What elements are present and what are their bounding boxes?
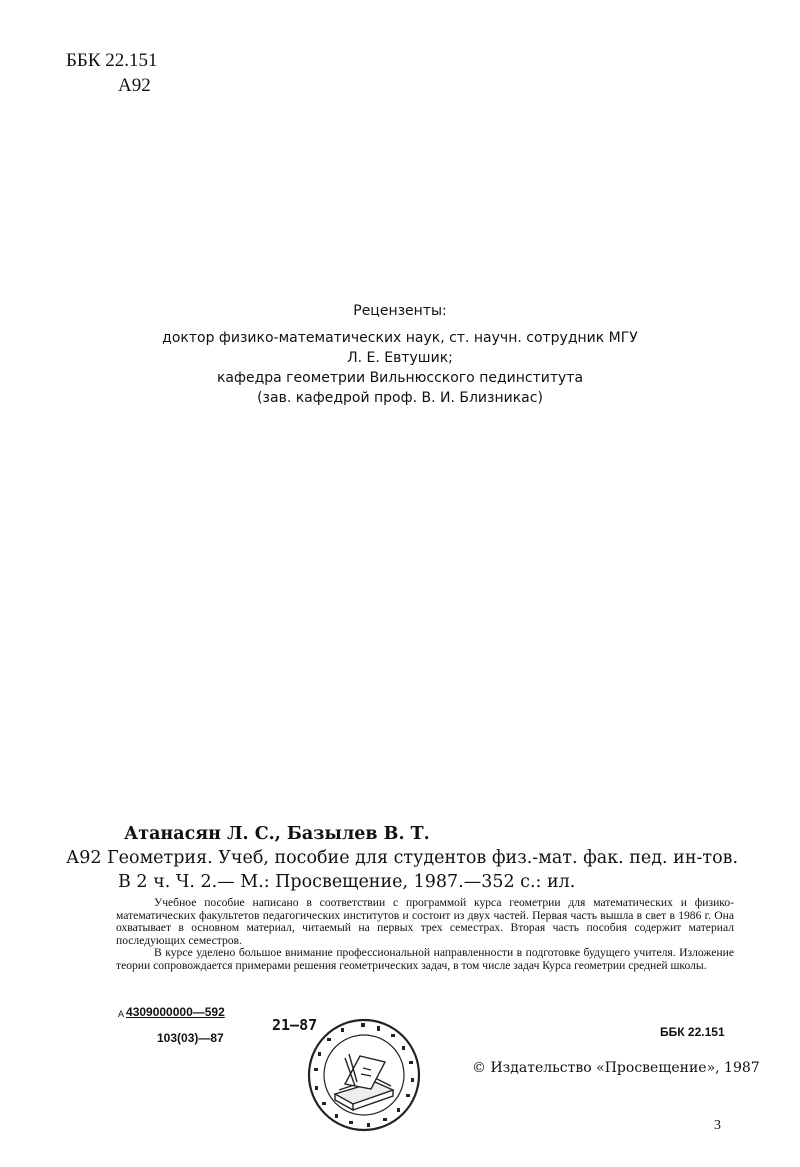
copyright-notice: © Издательство «Просвещение», 1987 — [472, 1060, 760, 1076]
book-title-line: А92 Геометрия. Учеб, пособие для студентов физ.-мат. фак. пед. ин-тов. — [66, 848, 739, 868]
index-code-value: 4309000000—592 — [126, 1005, 225, 1019]
reviewer-line: кафедра геометрии Вильнюсского пединститута — [216, 370, 584, 386]
book-authors: Атанасян Л. С., Базылев В. Т. — [124, 824, 430, 844]
order-number: 21—87 — [272, 1016, 318, 1034]
index-prefix: А — [118, 1009, 125, 1019]
bbk-code: ББК 22.151 — [66, 50, 158, 71]
bbk-code-bottom: ББК 22.151 — [660, 1025, 725, 1039]
index-code — [118, 1005, 225, 1019]
author-mark: А92 — [118, 75, 151, 96]
reviewer-line: (зав. кафедрой проф. В. И. Близникас) — [257, 390, 543, 406]
abstract-paragraph: В курсе уделено большое внимание профессиональной направленности в подготовке будущего учителя. Изложение теории сопровождается примерами решения геометрических задач, в том числе задач Курса геометрии средней школы. — [116, 946, 734, 972]
page-number: 3 — [714, 1118, 721, 1133]
reviewer-line: Л. Е. Евтушик; — [347, 350, 453, 366]
reviewers-title: Рецензенты: — [353, 303, 447, 319]
reviewers-block — [0, 300, 800, 408]
library-stamp-icon — [305, 1016, 423, 1134]
abstract-paragraph: Учебное пособие написано в соответствии с программой курса геометрии для математических и физико-математических факультетов педагогических институтов и состоит из двух частей. Первая часть вышла в свет в 1986 г. Она охватывает в основном материал, читаемый на первых трех семестрах. Вторая часть пособия содержит материал последующих семестров. — [116, 896, 734, 947]
book-imprint-line: В 2 ч. Ч. 2.— М.: Просвещение, 1987.—352 с.: ил. — [118, 872, 576, 892]
reviewer-line: доктор физико-математических наук, ст. научн. сотрудник МГУ — [162, 330, 638, 346]
book-abstract — [116, 897, 734, 973]
index-subcode: 103(03)—87 — [157, 1031, 224, 1045]
